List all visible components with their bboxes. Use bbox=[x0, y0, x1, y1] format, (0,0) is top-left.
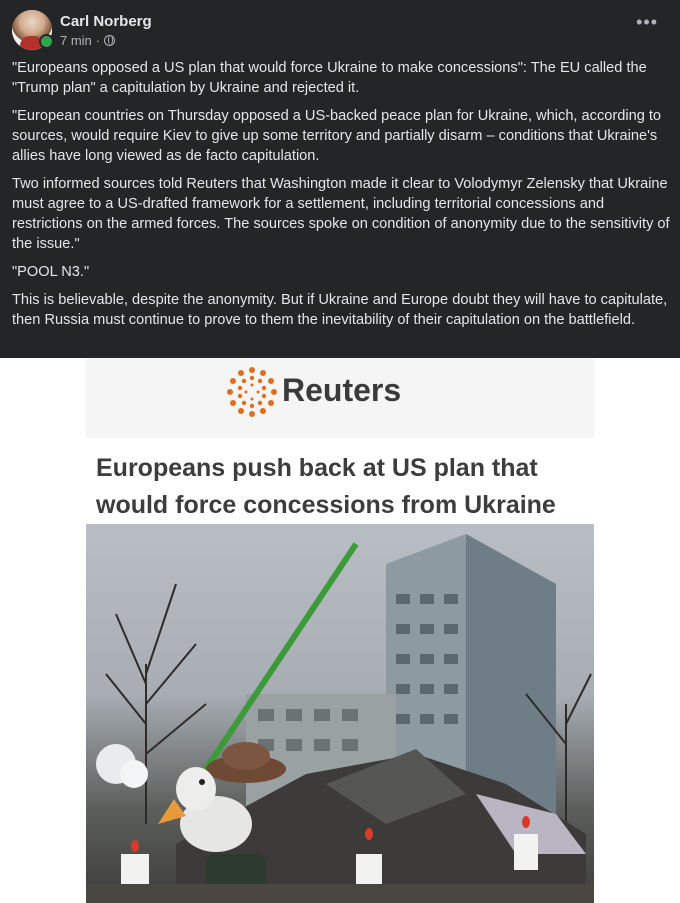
memorial-scene-illustration bbox=[86, 524, 594, 903]
post-body bbox=[12, 58, 672, 338]
reuters-logo-bar bbox=[86, 358, 594, 438]
more-options-button[interactable] bbox=[636, 12, 658, 32]
more-icon: ••• bbox=[636, 12, 658, 32]
post-timestamp[interactable]: 7 min bbox=[60, 32, 92, 48]
post-time-row bbox=[60, 33, 152, 48]
facebook-post bbox=[0, 0, 680, 358]
post-image[interactable] bbox=[86, 358, 594, 903]
post-header bbox=[12, 10, 152, 50]
separator: · bbox=[95, 32, 101, 48]
article-headline bbox=[96, 450, 586, 524]
headline-line: Europeans push back at US plan that bbox=[96, 454, 538, 482]
post-meta bbox=[60, 13, 152, 48]
reuters-wordmark: Reuters bbox=[282, 372, 402, 408]
reuters-logo bbox=[226, 366, 278, 418]
article-photo bbox=[86, 524, 594, 903]
globe-icon bbox=[104, 35, 115, 46]
post-paragraph: "POOL N3." bbox=[12, 264, 90, 280]
online-status-dot bbox=[39, 34, 54, 49]
avatar[interactable] bbox=[12, 10, 52, 50]
author-name[interactable]: Carl Norberg bbox=[60, 12, 152, 30]
post-paragraph: Two informed sources told Reuters that Washington made it clear to Volodymyr Zelensky that Ukraine must agree to a US-drafted framework for a settlement, including territorial concessions and restrictions on the armed forces. The sources spoke on condition of anonymity due to the sensitivity of the issue." bbox=[12, 176, 670, 252]
post-paragraph: This is believable, despite the anonymity. But if Ukraine and Europe doubt they will have to capitulate, then Russia must continue to prove to them the inevitability of their capitulation on the battlefield. bbox=[12, 292, 668, 328]
post-paragraph: "Europeans opposed a US plan that would force Ukraine to make concessions": The EU called the "Trump plan" a capitulation by Ukraine and rejected it. bbox=[12, 60, 647, 96]
headline-line: would force concessions from Ukraine bbox=[96, 491, 556, 519]
post-paragraph: "European countries on Thursday opposed a US-backed peace plan for Ukraine, which, according to sources, would require Kiev to give up some territory and partially disarm – conditions that Ukraine's allies have long viewed as de facto capitulation. bbox=[12, 108, 662, 164]
